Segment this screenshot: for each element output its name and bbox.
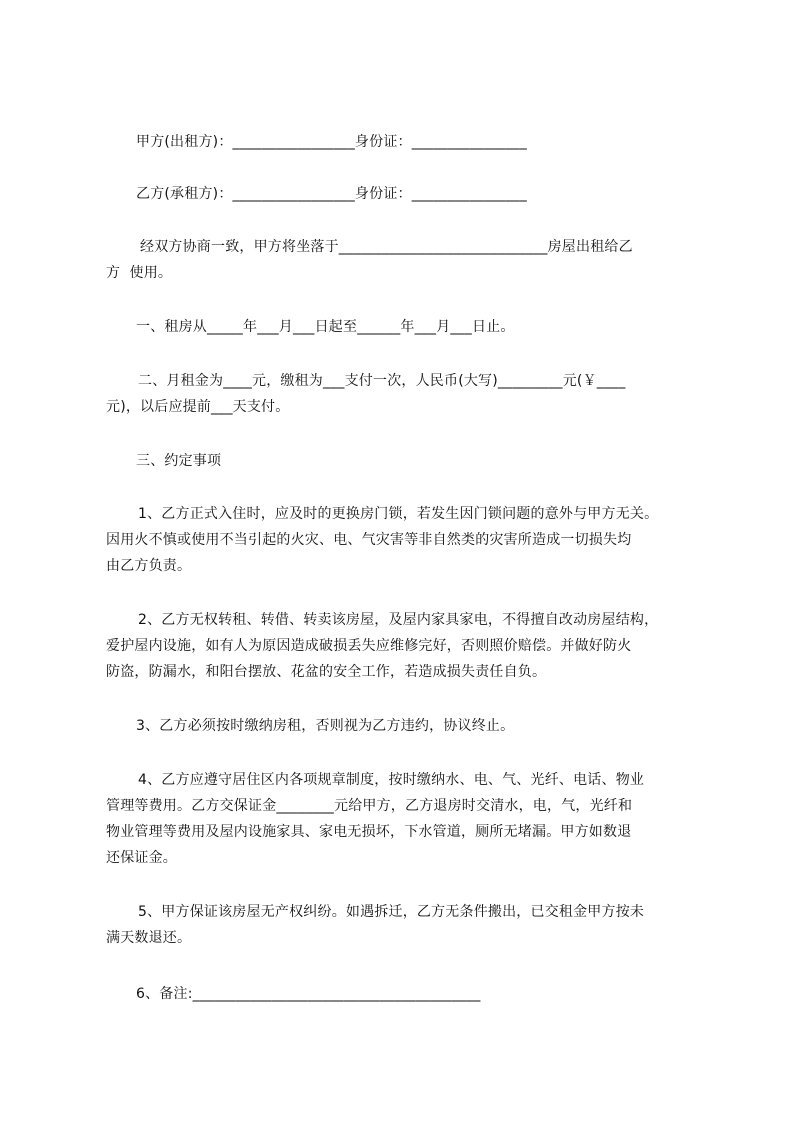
clause-3-heading: 三、约定事项: [136, 453, 222, 469]
item-5-line-2: 满天数退还。: [106, 930, 192, 946]
clause-1-lease-period: 一、租房从_____年___月___日起至______年___月___日止。: [136, 319, 515, 335]
item-6-remarks: 6、备注:________________________________________: [136, 986, 481, 1002]
item-2-line-3: 防盗，防漏水，和阳台摆放、花盆的安全工作，若造成损失责任自负。: [106, 664, 547, 680]
intro-line-1: 经双方协商一致，甲方将坐落于_____________________________房屋出租给乙: [140, 239, 633, 255]
item-1-line-1: 1、乙方正式入住时，应及时的更换房门锁，若发生因门锁问题的意外与甲方无关。: [138, 506, 659, 522]
item-4-line-3: 物业管理等费用及屋内设施家具、家电无损坏，下水管道，厕所无堵漏。甲方如数退: [106, 824, 632, 840]
item-3-line-1: 3、乙方必须按时缴纳房租，否则视为乙方违约，协议终止。: [136, 718, 515, 734]
item-2-line-1: 2、乙方无权转租、转借、转卖该房屋，及屋内家具家电，不得擅自改动房屋结构，: [138, 612, 659, 628]
item-1-line-3: 由乙方负责。: [106, 558, 192, 574]
party-b-line: 乙方(承租方)：_________________身份证：________________: [136, 186, 527, 202]
clause-2-rent-line-1: 二、月租金为____元，缴租为___支付一次，人民币(大写)_________元(￥____: [138, 373, 626, 389]
clause-2-rent-line-2: 元)，以后应提前___天支付。: [106, 399, 290, 415]
item-5-line-1: 5、甲方保证该房屋无产权纠纷。如遇拆迁，乙方无条件搬出，已交租金甲方按未: [138, 904, 645, 920]
item-4-line-2: 管理等费用。乙方交保证金________元给甲方，乙方退房时交清水，电，气，光纤和: [106, 798, 633, 814]
item-4-line-4: 还保证金。: [106, 850, 177, 866]
item-2-line-2: 爱护屋内设施，如有人为原因造成破损丢失应维修完好，否则照价赔偿。并做好防火: [106, 638, 632, 654]
item-1-line-2: 因用火不慎或使用不当引起的火灾、电、气灾害等非自然类的灾害所造成一切损失均: [106, 532, 632, 548]
intro-line-2: 方 使用。: [106, 265, 173, 281]
party-a-line: 甲方(出租方)：_________________身份证：________________: [136, 134, 527, 150]
item-4-line-1: 4、乙方应遵守居住区内各项规章制度，按时缴纳水、电、气、光纤、电话、物业: [138, 772, 645, 788]
